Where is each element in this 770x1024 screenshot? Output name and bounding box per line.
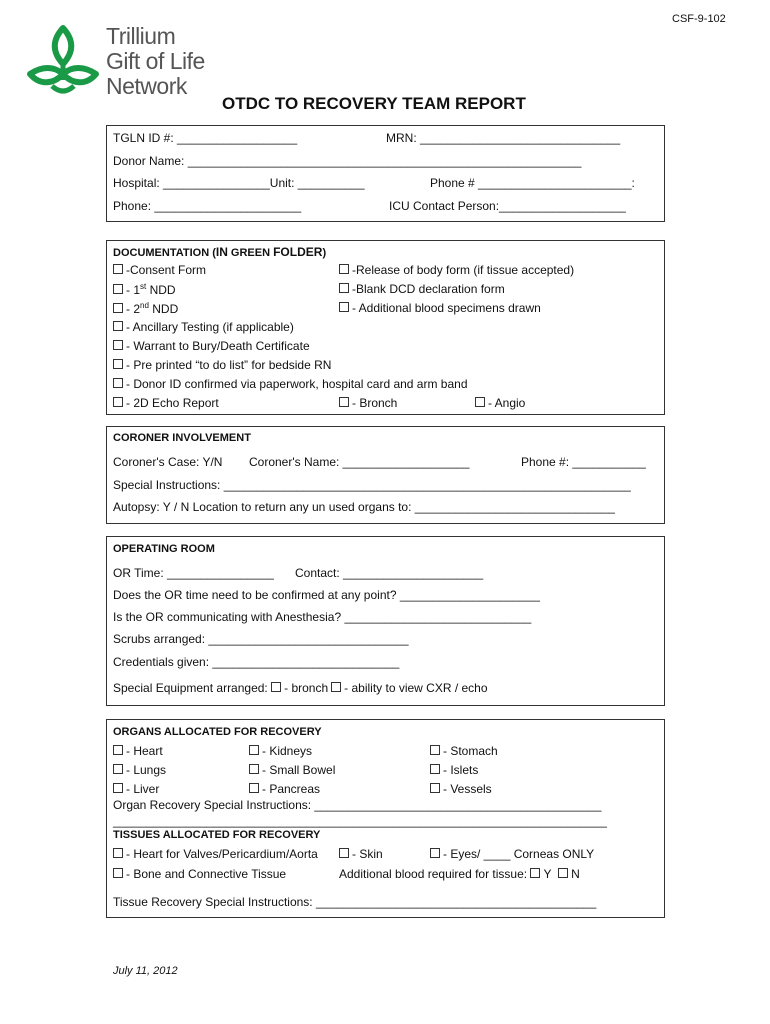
organ-stomach[interactable] [430, 744, 498, 758]
scrubs-field[interactable]: Scrubs arranged: ______________________________ [113, 632, 409, 646]
or-confirm-field[interactable]: Does the OR time need to be confirmed at any point? _____________________ [113, 588, 540, 602]
tissue-valves[interactable] [113, 847, 318, 861]
autopsy-field[interactable]: Autopsy: Y / N Location to return any un used organs to: ______________________________ [113, 500, 615, 514]
item-label: - Pancreas [262, 782, 321, 796]
logo-line3: Network [106, 73, 187, 99]
item-label: - Islets [443, 763, 479, 777]
trillium-logo-icon [24, 22, 102, 102]
checkbox[interactable] [113, 303, 123, 313]
organ-vessels[interactable] [430, 782, 492, 796]
checkbox[interactable] [430, 745, 440, 755]
checkbox[interactable] [339, 302, 349, 312]
doc-heading-part: FOLDER [273, 245, 323, 259]
checkbox[interactable] [249, 783, 259, 793]
special-equipment-row [113, 681, 488, 695]
organ-pancreas[interactable] [249, 782, 320, 796]
checkbox[interactable] [113, 745, 123, 755]
item-label: - Bronch [352, 396, 398, 410]
checkbox[interactable] [113, 783, 123, 793]
item-label: NDD [146, 283, 176, 297]
checkbox[interactable] [113, 868, 123, 878]
item-label: - Ancillary Testing (if applicable) [126, 320, 294, 334]
logo-line2: Gift of Life [106, 48, 205, 74]
item-label: - Warrant to Bury/Death Certificate [126, 339, 310, 353]
footer-date: July 11, 2012 [113, 965, 178, 977]
checkbox[interactable] [113, 340, 123, 350]
item-label: -Consent Form [126, 263, 207, 277]
checkbox[interactable] [113, 764, 123, 774]
tissue-skin[interactable] [339, 847, 383, 861]
organ-heart[interactable] [113, 744, 163, 758]
organ-islets[interactable] [430, 763, 478, 777]
organ-special-field[interactable]: Organ Recovery Special Instructions: ___________________________________________ [113, 798, 602, 812]
checkbox[interactable] [475, 397, 485, 407]
item-label-sup: nd [140, 301, 149, 310]
logo-line1: Trillium [106, 23, 176, 49]
checkbox[interactable] [331, 682, 341, 692]
item-label: - 2 [126, 302, 141, 316]
checkbox[interactable] [113, 397, 123, 407]
angio-item[interactable] [475, 396, 525, 410]
checkbox[interactable] [430, 848, 440, 858]
organ-small-bowel[interactable] [249, 763, 335, 777]
credentials-field[interactable]: Credentials given: ____________________________ [113, 655, 400, 669]
item-label-sup: st [140, 282, 147, 291]
item-label: - Angio [488, 396, 526, 410]
tissues-heading: TISSUES ALLOCATED FOR RECOVERY [113, 829, 321, 841]
item-label: -Blank DCD declaration form [352, 282, 505, 296]
checkbox[interactable] [339, 283, 349, 293]
organ-lungs[interactable] [113, 763, 166, 777]
phone-field[interactable]: Phone: ______________________ [113, 199, 302, 213]
special-equipment-label: Special Equipment arranged: [113, 681, 272, 695]
checkbox-no[interactable] [558, 868, 568, 878]
blood-specimens-item[interactable] [339, 301, 541, 315]
coroner-case-field[interactable]: Coroner's Case: Y/N [113, 455, 223, 469]
item-label: - Stomach [443, 744, 498, 758]
checkbox[interactable] [113, 359, 123, 369]
echo-item[interactable] [113, 396, 219, 410]
page-title: OTDC TO RECOVERY TEAM REPORT [222, 94, 526, 113]
additional-blood-label: Additional blood required for tissue: [339, 867, 531, 881]
item-label: - Vessels [443, 782, 492, 796]
doc-heading-part: IN [215, 245, 228, 259]
blank-dcd-item[interactable] [339, 282, 505, 296]
tgln-field[interactable]: TGLN ID #: __________________ [113, 131, 298, 145]
checkbox[interactable] [271, 682, 281, 692]
item-label: - Additional blood specimens drawn [352, 301, 541, 315]
checkbox[interactable] [113, 378, 123, 388]
document-code: CSF-9-102 [672, 13, 726, 25]
tissue-eyes[interactable] [430, 847, 594, 861]
coroner-heading: CORONER INVOLVEMENT [113, 432, 251, 444]
item-label: - Skin [352, 847, 383, 861]
mrn-field[interactable]: MRN: ______________________________ [386, 131, 621, 145]
operating-room-heading: OPERATING ROOM [113, 543, 215, 555]
release-form-item[interactable] [339, 263, 574, 277]
ndd1-item[interactable] [113, 282, 176, 297]
checkbox[interactable] [339, 264, 349, 274]
or-time-field[interactable]: OR Time: ________________ [113, 566, 274, 580]
checkbox[interactable] [113, 321, 123, 331]
coroner-name-field[interactable]: Coroner's Name: ___________________ [249, 455, 470, 469]
preprinted-item[interactable] [113, 358, 331, 372]
organ-kidneys[interactable] [249, 744, 312, 758]
checkbox[interactable] [113, 284, 123, 294]
tissue-special-field[interactable]: Tissue Recovery Special Instructions: __________________________________________ [113, 895, 597, 909]
item-label: - Pre printed “to do list” for bedside RN [126, 358, 332, 372]
bronch-label: - bronch [284, 681, 329, 695]
or-contact-field[interactable]: Contact: _____________________ [295, 566, 484, 580]
hospital-unit-field[interactable]: Hospital: ________________Unit: __________ [113, 176, 365, 190]
item-label: - Heart [126, 744, 163, 758]
documentation-heading [113, 245, 326, 259]
donor-name-field[interactable]: Donor Name: ___________________________________________________________ [113, 154, 582, 168]
icu-contact-field[interactable]: ICU Contact Person:___________________ [389, 199, 626, 213]
organ-special-field-line2[interactable]: __________________________________________________________________________ [113, 814, 607, 828]
warrant-item[interactable] [113, 339, 310, 353]
yes-label: Y [543, 867, 552, 881]
item-label: - Eyes/ ____ Corneas ONLY [443, 847, 595, 861]
checkbox[interactable] [339, 397, 349, 407]
cxr-label: - ability to view CXR / echo [344, 681, 488, 695]
doc-heading-part: ) [322, 247, 327, 259]
doc-heading-part: GREEN [227, 247, 274, 259]
donor-id-item[interactable] [113, 377, 468, 391]
item-label: NDD [148, 302, 179, 316]
item-label: - Small Bowel [262, 763, 336, 777]
checkbox[interactable] [430, 783, 440, 793]
item-label: - Bone and Connective Tissue [126, 867, 287, 881]
organs-heading: ORGANS ALLOCATED FOR RECOVERY [113, 726, 322, 738]
coroner-phone-field[interactable]: Phone #: ___________ [521, 455, 646, 469]
item-label: - 2D Echo Report [126, 396, 219, 410]
logo [24, 22, 205, 104]
no-label: N [571, 867, 580, 881]
ancillary-item[interactable] [113, 320, 294, 334]
item-label: - Heart for Valves/Pericardium/Aorta [126, 847, 318, 861]
item-label: - Lungs [126, 763, 167, 777]
organ-liver[interactable] [113, 782, 159, 796]
checkbox[interactable] [113, 264, 123, 274]
checkbox[interactable] [249, 745, 259, 755]
additional-blood-row [339, 867, 580, 881]
checkbox[interactable] [430, 764, 440, 774]
ndd2-item[interactable] [113, 301, 178, 316]
checkbox-yes[interactable] [530, 868, 540, 878]
checkbox[interactable] [113, 848, 123, 858]
item-label: - 1 [126, 283, 141, 297]
coroner-special-field[interactable]: Special Instructions: _____________________________________________________________ [113, 478, 631, 492]
checkbox[interactable] [249, 764, 259, 774]
bronch-item[interactable] [339, 396, 397, 410]
tissue-bone[interactable] [113, 867, 286, 881]
item-label: -Release of body form (if tissue accepted) [352, 263, 575, 277]
consent-form-item[interactable] [113, 263, 206, 277]
phone-hash-field[interactable]: Phone # _______________________: [430, 176, 635, 190]
item-label: - Liver [126, 782, 160, 796]
checkbox[interactable] [339, 848, 349, 858]
or-anesthesia-field[interactable]: Is the OR communicating with Anesthesia? ____________________________ [113, 610, 532, 624]
item-label: - Kidneys [262, 744, 313, 758]
item-label: - Donor ID confirmed via paperwork, hospital card and arm band [126, 377, 468, 391]
doc-heading-part: DOCUMENTATION ( [113, 247, 216, 259]
